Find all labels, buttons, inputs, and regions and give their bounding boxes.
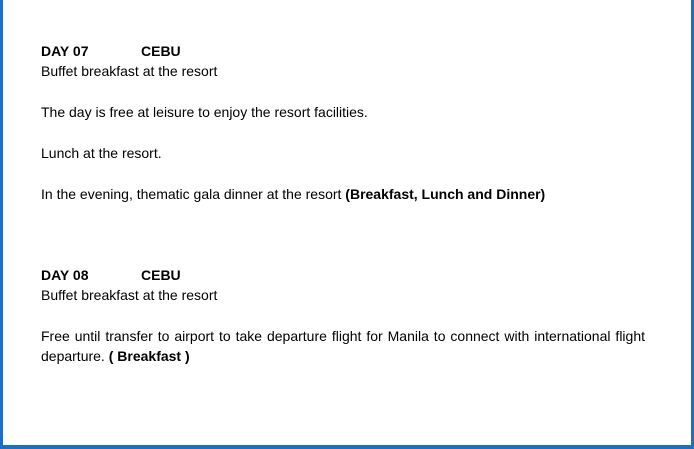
day-location: CEBU (141, 267, 181, 283)
day-number: DAY 08 (41, 267, 89, 283)
day-08-header (41, 265, 645, 285)
meals-included: ( Breakfast ) (108, 348, 190, 364)
meals-included: (Breakfast, Lunch and Dinner) (345, 186, 546, 202)
day-number: DAY 07 (41, 43, 89, 59)
day-07-evening-line (41, 184, 645, 204)
day-location: CEBU (141, 43, 181, 59)
day-07-lunch-line: Lunch at the resort. (41, 145, 162, 161)
itinerary-content (41, 41, 645, 366)
transfer-text: Free until transfer to airport to take departure flight for Manila to connect with international flight departure. (41, 328, 645, 364)
day-07-leisure-line: The day is free at leisure to enjoy the resort facilities. (41, 104, 368, 120)
day-08-breakfast-line: Buffet breakfast at the resort (41, 287, 218, 303)
evening-text: In the evening, thematic gala dinner at the resort (41, 186, 346, 202)
day-08-transfer-paragraph (41, 326, 645, 366)
day-07-breakfast-line: Buffet breakfast at the resort (41, 63, 218, 79)
day-07-header (41, 41, 645, 61)
